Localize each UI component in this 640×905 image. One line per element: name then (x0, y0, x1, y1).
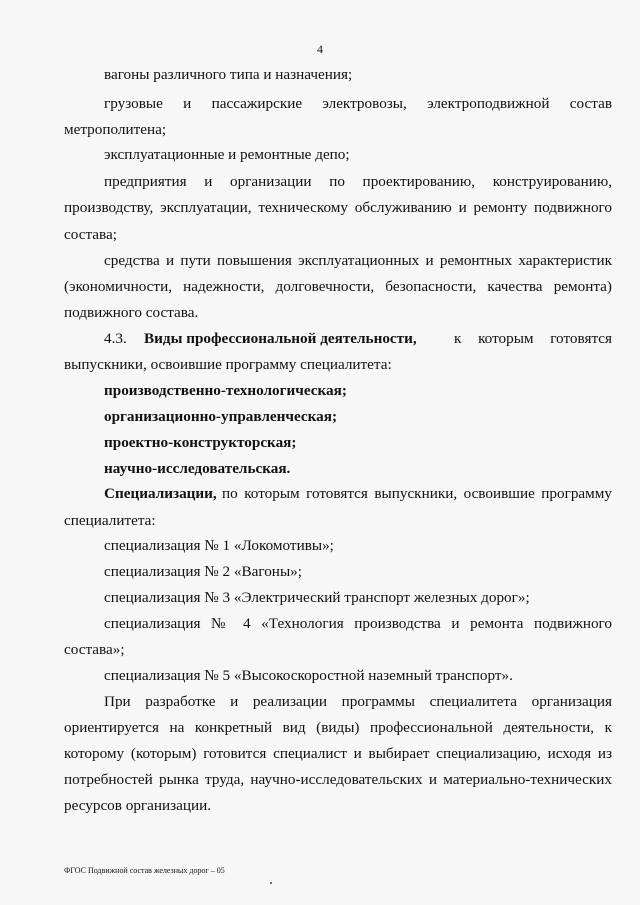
activity-type: проектно-конструкторская; (104, 434, 297, 451)
page-number: 4 (317, 42, 323, 56)
activity-type: производственно-технологическая; (104, 382, 347, 399)
activity-type: научно-исследовательская. (104, 460, 291, 477)
specialization-item: специализация № 5 «Высокоскоростной наземный транспорт». (104, 667, 513, 684)
text-line: состава; (64, 226, 117, 243)
activity-type: организационно-управленческая; (104, 408, 337, 425)
page-footer: ФГОС Подвижной состав железных дорог – 05 (64, 866, 225, 875)
text-line: выпускники, освоившие программу специалитета: (64, 356, 392, 373)
text-line: подвижного состава. (64, 304, 199, 321)
text-line: метрополитена; (64, 121, 167, 138)
text-line: грузовые и пассажирские электровозы, электроподвижной состав (104, 95, 612, 112)
text-line: к которым готовятся (454, 330, 612, 347)
text-line: специалитета: (64, 512, 156, 529)
text-line: предприятия и организации по проектированию, конструированию, (104, 173, 612, 190)
text-line: При разработке и реализации программы специалитета организация (104, 693, 612, 710)
specialization-item: специализация № 2 «Вагоны»; (104, 563, 302, 580)
text-line: ресурсов организации. (64, 797, 212, 814)
specializations-heading: Специализации, (104, 485, 217, 502)
text-line: потребностей рынка труда, научно-исследовательских и материально-технических (64, 771, 612, 788)
text-line: по которым готовятся выпускники, освоившие программу (222, 485, 612, 502)
text-line: производству, эксплуатации, техническому обслуживанию и ремонту подвижного (64, 199, 612, 216)
specialization-item: специализация № 3 «Электрический транспорт железных дорог»; (104, 589, 530, 606)
text-line: эксплуатационные и ремонтные депо; (104, 146, 350, 163)
section-number: 4.3. (104, 330, 127, 347)
scan-speck (270, 882, 272, 884)
text-line: вагоны различного типа и назначения; (104, 66, 353, 83)
text-line: средства и пути повышения эксплуатационных и ремонтных характеристик (104, 252, 612, 269)
section-heading-bold: Виды профессиональной деятельности, (144, 330, 417, 347)
text-line: состава»; (64, 641, 125, 658)
specialization-item: специализация № 4 «Технология производства и ремонта подвижного (104, 615, 612, 632)
text-line: которому (которым) готовится специалист и выбирает специализацию, исходя из (64, 745, 612, 762)
text-line: ориентируется на конкретный вид (виды) профессиональной деятельности, к (64, 719, 612, 736)
text-line: (экономичности, надежности, долговечности, безопасности, качества ремонта) (64, 278, 612, 295)
specialization-item: специализация № 1 «Локомотивы»; (104, 537, 334, 554)
